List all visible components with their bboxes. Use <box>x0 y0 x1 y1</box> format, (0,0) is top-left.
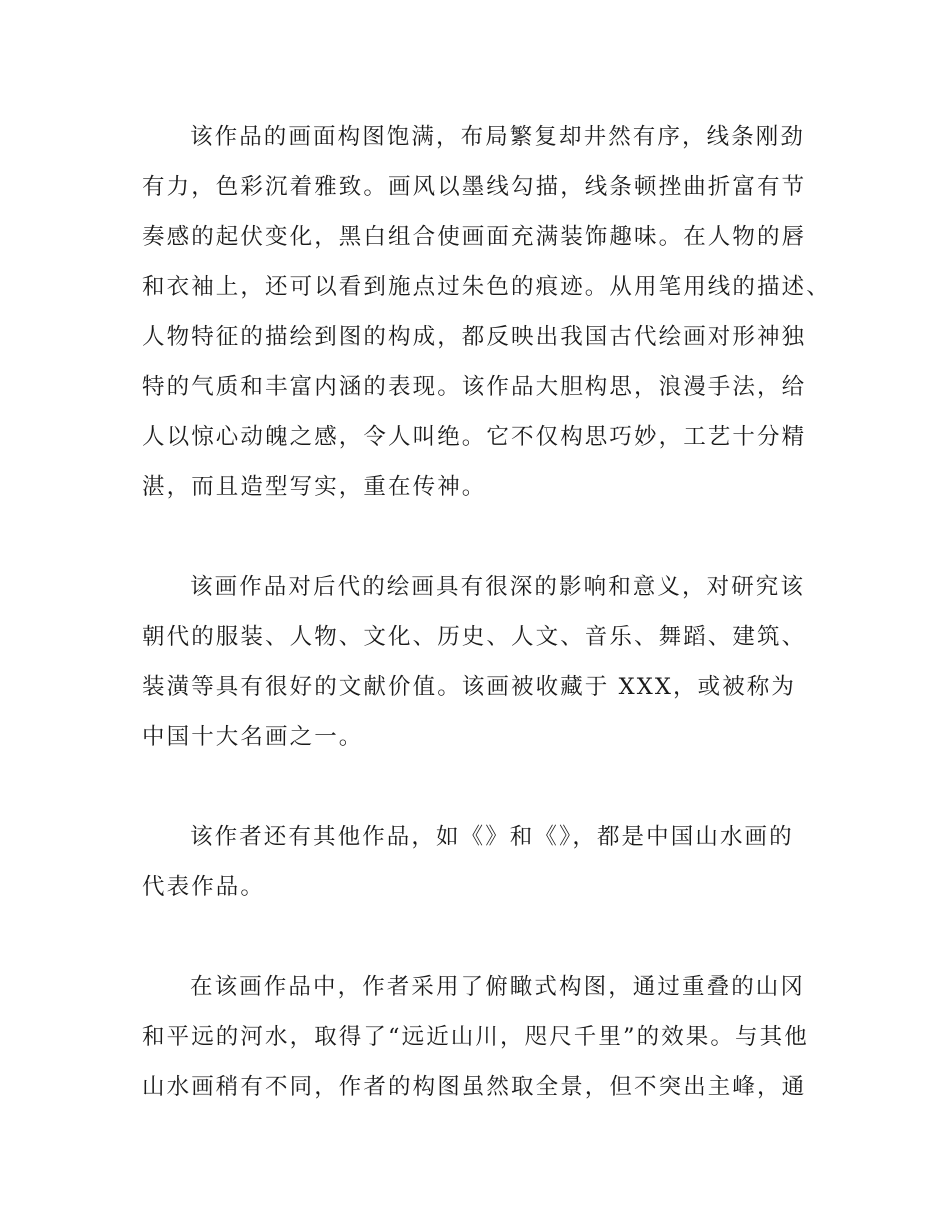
text-line: 该画作品对后代的绘画具有很深的影响和意义，对研究该 <box>190 574 806 600</box>
text-line: 有力，色彩沉着雅致。画风以墨线勾描，线条顿挫曲折富有节 <box>142 174 807 200</box>
text-line: 和衣袖上，还可以看到施点过朱色的痕迹。从用笔用线的描述、 <box>142 274 831 300</box>
text-line: 奏感的起伏变化，黑白组合使画面充满装饰趣味。在人物的唇 <box>142 224 807 250</box>
text-line: 和平远的河水，取得了“远近山川，咫尺千里”的效果。与其他 <box>142 1024 809 1050</box>
text-line: 该作者还有其他作品，如《》和《》，都是中国山水画的 <box>190 824 794 850</box>
text-line: 该作品的画面构图饱满，布局繁复却井然有序，线条刚劲 <box>190 124 806 150</box>
paragraph-landscape <box>142 962 822 1112</box>
document-body <box>142 112 831 1112</box>
text-line: 山水画稍有不同，作者的构图虽然取全景，但不突出主峰，通 <box>142 1074 807 1100</box>
paragraph-other-works <box>142 812 822 912</box>
text-line: 特的气质和丰富内涵的表现。该作品大胆构思，浪漫手法，给 <box>142 374 807 400</box>
text-line: 人以惊心动魄之感，令人叫绝。它不仅构思巧妙，工艺十分精 <box>142 424 807 450</box>
paragraph-spacer <box>142 762 822 812</box>
text-line: 人物特征的描绘到图的构成，都反映出我国古代绘画对形神独 <box>142 324 807 350</box>
text-line: 湛，而且造型写实，重在传神。 <box>142 474 487 500</box>
paragraph-spacer <box>142 512 822 562</box>
text-line: 朝代的服装、人物、文化、历史、人文、音乐、舞蹈、建筑、 <box>142 624 807 650</box>
paragraph-influence <box>142 562 822 762</box>
paragraph-composition <box>142 112 831 512</box>
text-line: 代表作品。 <box>142 874 266 900</box>
text-line: 装潢等具有很好的文献价值。该画被收藏于 XXX，或被称为 <box>142 674 797 700</box>
paragraph-spacer <box>142 912 822 962</box>
text-line: 在该画作品中，作者采用了俯瞰式构图，通过重叠的山冈 <box>190 974 806 1000</box>
text-line: 中国十大名画之一。 <box>142 724 364 750</box>
